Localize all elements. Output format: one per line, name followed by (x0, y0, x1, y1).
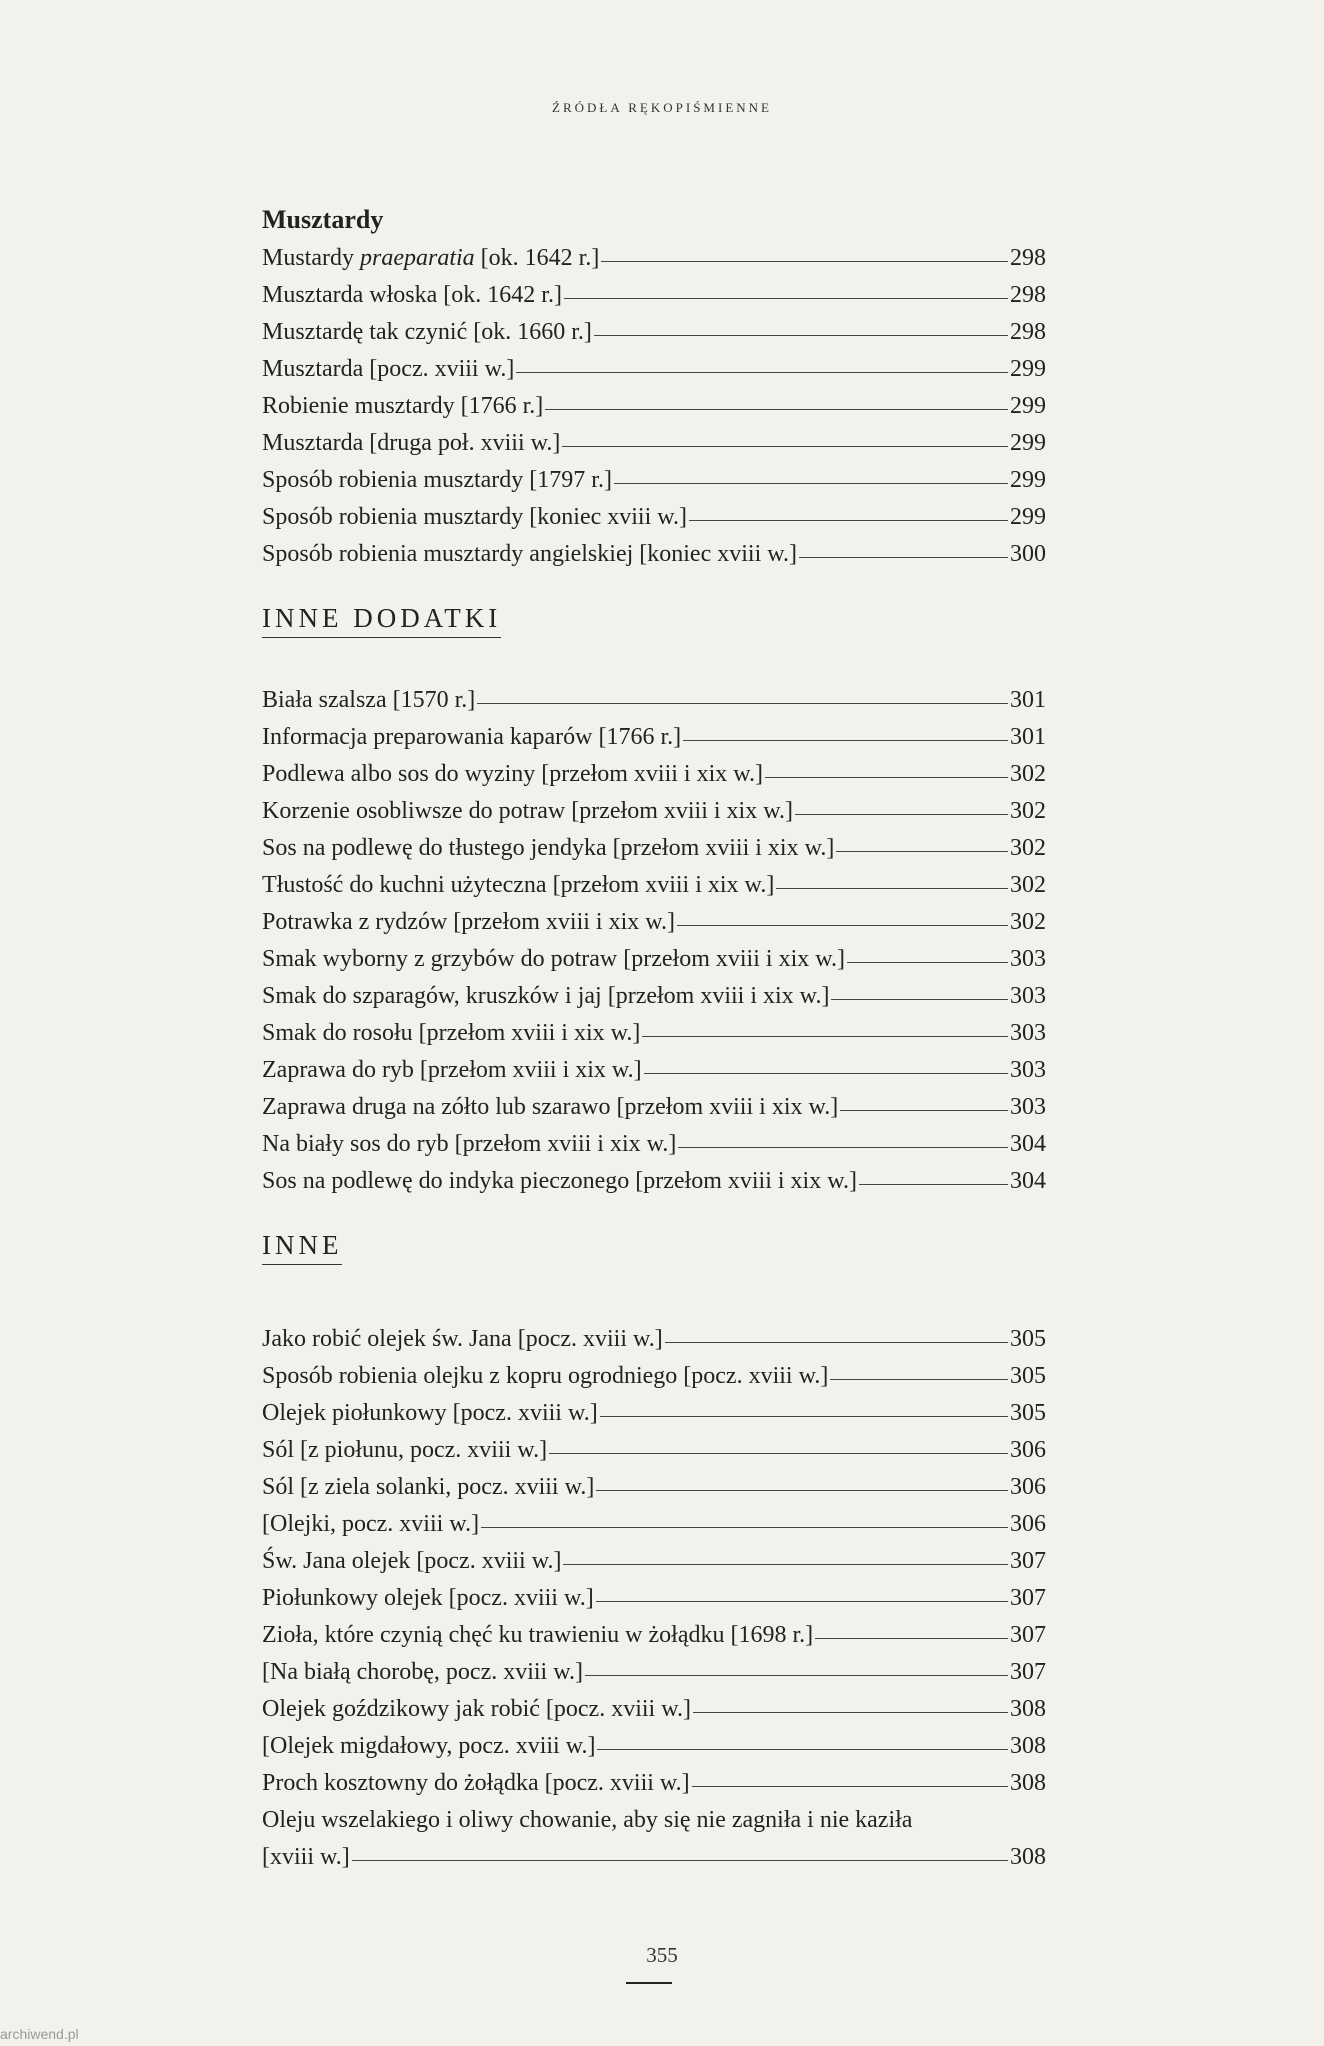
entry-page: 308 (1010, 1770, 1046, 1796)
entry-page: 307 (1010, 1585, 1046, 1611)
section-inne (262, 1228, 1046, 1876)
toc-entry (262, 941, 1046, 978)
entry-title: Musztarda włoska [ok. 1642 r.] (262, 282, 562, 308)
entry-page: 307 (1010, 1659, 1046, 1685)
toc-entry (262, 314, 1046, 351)
toc-entry (262, 719, 1046, 756)
dot-leader (683, 740, 1008, 741)
entry-page: 303 (1010, 1020, 1046, 1046)
entry-page: 303 (1010, 983, 1046, 1009)
dot-leader (585, 1675, 1008, 1676)
toc-entry (262, 1358, 1046, 1395)
toc-entry (262, 830, 1046, 867)
entry-title: Mustardy praeparatia [ok. 1642 r.] (262, 245, 600, 271)
entry-title: Musztarda [druga poł. xviii w.] (262, 430, 561, 456)
section-heading-inne: INNE (262, 1228, 342, 1265)
toc-entry (262, 425, 1046, 462)
dot-leader (600, 1416, 1008, 1417)
toc-entry (262, 1543, 1046, 1580)
entry-title: Na biały sos do ryb [przełom xviii i xix w.] (262, 1131, 677, 1157)
entry-page: 304 (1010, 1168, 1046, 1194)
entry-page: 302 (1010, 909, 1046, 935)
toc-entry (262, 1126, 1046, 1163)
toc-entry (262, 240, 1046, 277)
toc-entry (262, 1580, 1046, 1617)
dot-leader (562, 446, 1008, 447)
entry-page: 306 (1010, 1474, 1046, 1500)
toc-entry (262, 978, 1046, 1015)
toc-entry (262, 277, 1046, 314)
dot-leader (596, 1490, 1008, 1491)
entry-page: 305 (1010, 1363, 1046, 1389)
section-musztardy (262, 200, 1046, 573)
toc-entry (262, 1015, 1046, 1052)
entry-page: 299 (1010, 504, 1046, 530)
toc-entry (262, 499, 1046, 536)
dot-leader (831, 999, 1008, 1000)
dot-leader (836, 851, 1008, 852)
entry-title: Sposób robienia musztardy [koniec xviii w.] (262, 504, 688, 530)
entry-title: [Na białą chorobę, pocz. xviii w.] (262, 1659, 583, 1685)
dot-leader (840, 1110, 1008, 1111)
dot-leader (799, 557, 1008, 558)
entry-title: Św. Jana olejek [pocz. xviii w.] (262, 1548, 562, 1574)
entry-page: 298 (1010, 282, 1046, 308)
running-head: ŹRÓDŁA RĘKOPIŚMIENNE (552, 100, 772, 115)
dot-leader (847, 962, 1008, 963)
entry-page: 302 (1010, 872, 1046, 898)
dot-leader (795, 814, 1008, 815)
toc-entry (262, 1469, 1046, 1506)
entry-page: 302 (1010, 835, 1046, 861)
entry-title: Olejek piołunkowy [pocz. xviii w.] (262, 1400, 598, 1426)
toc-entry (262, 867, 1046, 904)
toc-entry (262, 1728, 1046, 1765)
dot-leader (693, 1712, 1008, 1713)
dot-leader (677, 925, 1008, 926)
dot-leader (516, 372, 1008, 373)
dot-leader (776, 888, 1008, 889)
dot-leader (614, 483, 1008, 484)
dot-leader (597, 1749, 1008, 1750)
entry-title: Sól [z ziela solanki, pocz. xviii w.] (262, 1474, 595, 1500)
toc-entry (262, 1691, 1046, 1728)
page-number-rule (626, 1982, 672, 1984)
entry-title: Sposób robienia musztardy angielskiej [koniec xviii w.] (262, 541, 797, 567)
entry-page: 308 (1010, 1844, 1046, 1870)
entry-title: Musztardę tak czynić [ok. 1660 r.] (262, 319, 592, 345)
dot-leader (815, 1638, 1008, 1639)
dot-leader (477, 703, 1008, 704)
dot-leader (596, 1601, 1008, 1602)
toc-entry (262, 536, 1046, 573)
entry-page: 299 (1010, 467, 1046, 493)
dot-leader (765, 777, 1008, 778)
toc-entry (262, 388, 1046, 425)
entry-title: Korzenie osobliwsze do potraw [przełom xviii i xix w.] (262, 798, 793, 824)
entry-title: Informacja preparowania kaparów [1766 r.] (262, 724, 682, 750)
entry-title-italic: praeparatia (360, 245, 475, 271)
entry-page: 306 (1010, 1437, 1046, 1463)
toc-entry (262, 904, 1046, 941)
watermark: archiwend.pl (0, 2026, 79, 2042)
entry-title: Proch kosztowny do żołądka [pocz. xviii w.] (262, 1770, 690, 1796)
toc-content (262, 200, 1046, 1876)
entry-title: Sos na podlewę do indyka pieczonego [przełom xviii i xix w.] (262, 1168, 857, 1194)
entry-title: Robienie musztardy [1766 r.] (262, 393, 544, 419)
dot-leader (689, 520, 1008, 521)
page-number: 355 (646, 1943, 678, 1967)
entry-page: 301 (1010, 687, 1046, 713)
dot-leader (563, 1564, 1008, 1565)
toc-entry (262, 1506, 1046, 1543)
entry-page: 307 (1010, 1548, 1046, 1574)
entry-page: 302 (1010, 798, 1046, 824)
toc-entry (262, 1617, 1046, 1654)
entry-title-line1: Oleju wszelakiego i oliwy chowanie, aby się nie zagniła i nie kaziła (262, 1807, 913, 1833)
entry-title: Zaprawa druga na zółto lub szarawo [przełom xviii i xix w.] (262, 1094, 839, 1120)
toc-entry-multiline (262, 1802, 1046, 1839)
entry-title: Zioła, które czynią chęć ku trawieniu w żołądku [1698 r.] (262, 1622, 814, 1648)
toc-entry (262, 1163, 1046, 1200)
dot-leader (830, 1379, 1008, 1380)
entry-page: 301 (1010, 724, 1046, 750)
entry-title: Olejek goździkowy jak robić [pocz. xviii w.] (262, 1696, 691, 1722)
entry-page: 299 (1010, 356, 1046, 382)
entry-title: Smak do rosołu [przełom xviii i xix w.] (262, 1020, 641, 1046)
entry-title: Zaprawa do ryb [przełom xviii i xix w.] (262, 1057, 642, 1083)
dot-leader (564, 298, 1008, 299)
section-inne-dodatki (262, 601, 1046, 1200)
entry-page: 299 (1010, 430, 1046, 456)
entry-title: Sposób robienia musztardy [1797 r.] (262, 467, 612, 493)
entry-page: 306 (1010, 1511, 1046, 1537)
toc-entry (262, 1765, 1046, 1802)
entry-page: 305 (1010, 1326, 1046, 1352)
dot-leader (644, 1073, 1008, 1074)
entry-page: 305 (1010, 1400, 1046, 1426)
subheading-musztardy: Musztardy (262, 205, 384, 234)
entry-page: 299 (1010, 393, 1046, 419)
entry-page: 303 (1010, 946, 1046, 972)
toc-entry (262, 1654, 1046, 1691)
entry-title: Smak wyborny z grzybów do potraw [przełom xviii i xix w.] (262, 946, 845, 972)
dot-leader (352, 1860, 1008, 1861)
entry-title: Jako robić olejek św. Jana [pocz. xviii w.] (262, 1326, 663, 1352)
toc-entry (262, 756, 1046, 793)
entry-title: Potrawka z rydzów [przełom xviii i xix w.] (262, 909, 676, 935)
entry-title: Piołunkowy olejek [pocz. xviii w.] (262, 1585, 594, 1611)
entry-page: 298 (1010, 245, 1046, 271)
toc-entry (262, 1321, 1046, 1358)
entry-title: Smak do szparagów, kruszków i jaj [przełom xviii i xix w.] (262, 983, 830, 1009)
entry-title: Sos na podlewę do tłustego jendyka [przełom xviii i xix w.] (262, 835, 835, 861)
dot-leader (594, 335, 1008, 336)
entry-page: 300 (1010, 541, 1046, 567)
entry-page: 307 (1010, 1622, 1046, 1648)
toc-entry (262, 1089, 1046, 1126)
toc-entry (262, 1395, 1046, 1432)
entry-title-line2: [xviii w.] (262, 1844, 350, 1870)
dot-leader (601, 261, 1008, 262)
dot-leader (545, 409, 1008, 410)
dot-leader (859, 1184, 1008, 1185)
entry-page: 308 (1010, 1696, 1046, 1722)
dot-leader (642, 1036, 1008, 1037)
entry-page: 308 (1010, 1733, 1046, 1759)
entry-title: [Olejek migdałowy, pocz. xviii w.] (262, 1733, 596, 1759)
dot-leader (678, 1147, 1008, 1148)
entry-title: Sposób robienia olejku z kopru ogrodniego [pocz. xviii w.] (262, 1363, 829, 1389)
toc-entry (262, 351, 1046, 388)
entry-page: 302 (1010, 761, 1046, 787)
entry-title: Musztarda [pocz. xviii w.] (262, 356, 515, 382)
toc-entry (262, 1052, 1046, 1089)
dot-leader (692, 1786, 1008, 1787)
entry-page: 303 (1010, 1057, 1046, 1083)
toc-entry (262, 682, 1046, 719)
section-heading-inne-dodatki: INNE DODATKI (262, 601, 501, 638)
entry-title: Podlewa albo sos do wyziny [przełom xviii i xix w.] (262, 761, 764, 787)
entry-title: Biała szalsza [1570 r.] (262, 687, 476, 713)
entry-title: Sól [z piołunu, pocz. xviii w.] (262, 1437, 548, 1463)
entry-title: Tłustość do kuchni użyteczna [przełom xviii i xix w.] (262, 872, 775, 898)
toc-entry (262, 462, 1046, 499)
toc-entry (262, 793, 1046, 830)
dot-leader (481, 1527, 1008, 1528)
entry-page: 298 (1010, 319, 1046, 345)
dot-leader (665, 1342, 1008, 1343)
entry-title: [Olejki, pocz. xviii w.] (262, 1511, 480, 1537)
toc-entry (262, 1432, 1046, 1469)
toc-entry-multiline-end (262, 1839, 1046, 1876)
entry-page: 304 (1010, 1131, 1046, 1157)
entry-page: 303 (1010, 1094, 1046, 1120)
dot-leader (549, 1453, 1008, 1454)
